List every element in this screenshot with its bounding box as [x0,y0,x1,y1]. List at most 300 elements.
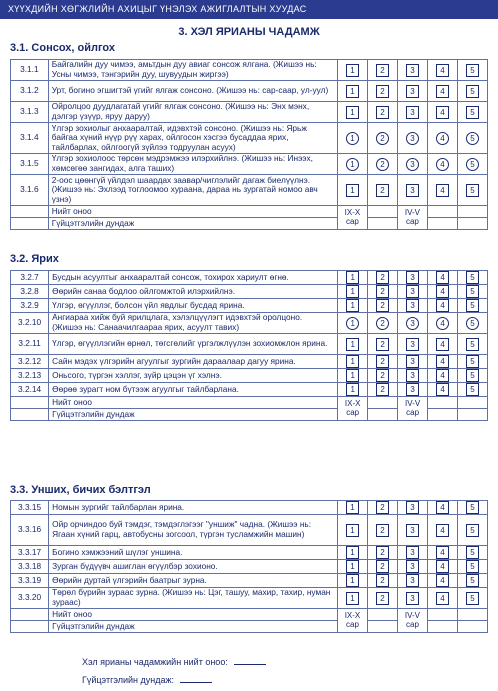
score-cell [398,285,428,299]
average-value-2[interactable] [427,218,457,230]
score-option-5[interactable]: 5 [466,338,479,351]
score-option-5[interactable]: 5 [466,546,479,559]
empty-cell [11,609,49,621]
score-option-4[interactable]: 4 [436,158,449,171]
item-text: Зурган бүдүүвч ашиглан өгүүлбэр зохионо. [49,560,338,574]
score-option-3[interactable]: 3 [406,85,419,98]
score-option-1[interactable]: 1 [346,132,359,145]
score-option-1[interactable]: 1 [346,560,359,573]
period-1-unit: сар [346,619,359,629]
score-cell [457,175,487,206]
summary-total-blank[interactable] [234,664,266,665]
score-option-2[interactable]: 2 [376,592,389,605]
score-option-3[interactable]: 3 [406,338,419,351]
total-value-2[interactable] [428,397,458,409]
item-row [11,102,488,123]
period-2-unit: сар [406,619,419,629]
item-row [11,355,488,369]
score-option-2[interactable]: 2 [376,132,389,145]
item-text: Номын зургийг тайлбарлан ярина. [49,501,338,515]
score-option-1[interactable]: 1 [346,546,359,559]
score-option-2[interactable]: 2 [376,338,389,351]
score-cell [397,175,427,206]
score-option-1[interactable]: 1 [346,355,359,368]
score-cell [427,60,457,81]
average-label: Гүйцэтгэлийн дундаж [49,621,338,633]
score-option-4[interactable]: 4 [436,560,449,573]
period-1 [338,609,368,633]
item-number: 3.1.5 [11,154,49,175]
item-row [11,81,488,102]
item-row [11,560,488,574]
score-cell [368,271,398,285]
item-number: 3.3.20 [11,588,49,609]
item-number: 3.3.19 [11,574,49,588]
item-text: Үлгэр зохиолоос төрсөн мэдрэмжээ илэрхийлнэ. (Жишээ нь: Инээх, хөмсөгөө зангидах, алга таших) [48,154,337,175]
score-cell [427,175,457,206]
score-option-3[interactable]: 3 [406,106,419,119]
item-text: Өөрийн дуртай үлгэрийн баатрыг зурна. [49,574,338,588]
average-value-1[interactable] [367,218,397,230]
score-cell [458,355,488,369]
score-option-2[interactable]: 2 [376,85,389,98]
score-cell [367,588,397,609]
empty-cell [457,218,487,230]
score-cell [398,383,428,397]
total-value-2[interactable] [427,609,457,621]
score-option-3[interactable]: 3 [406,524,419,537]
summary-total [82,657,266,667]
score-cell [457,81,487,102]
score-cell [337,102,367,123]
score-option-4[interactable]: 4 [436,355,449,368]
empty-cell [457,609,487,621]
period-1-months: IX-X [344,611,361,620]
score-option-1[interactable]: 1 [346,524,359,537]
score-cell [338,299,368,313]
score-option-4[interactable]: 4 [436,338,449,351]
score-cell [457,123,487,154]
period-1-unit: сар [345,216,359,226]
empty-cell [11,409,49,421]
item-text: Өөрийн санаа бодлоо ойлгомжтой илэрхийлнэ. [49,285,338,299]
score-cell [397,102,427,123]
item-text: Үлгэр, өгүүллэг, болсон үйл явдлыг бусдад ярина. [49,299,338,313]
score-cell [398,313,428,334]
score-option-2[interactable]: 2 [376,106,389,119]
period-2-months: IV-V [404,208,420,217]
item-number: 3.2.11 [11,334,49,355]
score-option-3[interactable]: 3 [406,184,419,197]
period-2 [397,609,427,633]
period-2-unit: сар [405,216,419,226]
section-heading: 3.3. Унших, бичих бэлтгэл [10,484,151,496]
score-cell [397,515,427,546]
score-option-3[interactable]: 3 [406,158,419,171]
score-cell [457,501,487,515]
item-number: 3.1.3 [11,102,49,123]
score-option-3[interactable]: 3 [406,574,419,587]
score-option-1[interactable]: 1 [346,383,359,396]
item-row [11,154,488,175]
empty-cell [11,206,49,218]
empty-cell [458,397,488,409]
score-cell [427,574,457,588]
item-row [11,588,488,609]
item-text: Оньсого, түргэн хэллэг, зүйр цэцэн үг хэлнэ. [49,369,338,383]
item-number: 3.2.13 [11,369,49,383]
item-text: Төрөл бүрийн зураас зурна. (Жишээ нь: Цэг, ташуу, махир, тахир, нуман зураас) [49,588,338,609]
score-cell [338,369,368,383]
score-option-5[interactable]: 5 [466,299,479,312]
score-option-1[interactable]: 1 [346,106,359,119]
score-cell [398,271,428,285]
score-option-5[interactable]: 5 [466,369,479,382]
item-number: 3.2.8 [11,285,49,299]
score-option-4[interactable]: 4 [436,369,449,382]
page-title: 3. ХЭЛ ЯРИАНЫ ЧАДАМЖ [178,26,320,38]
section-heading: 3.2. Ярих [10,253,59,265]
score-option-3[interactable]: 3 [406,132,419,145]
score-cell [338,560,368,574]
score-option-5[interactable]: 5 [466,317,479,330]
score-cell [368,369,398,383]
score-option-1[interactable]: 1 [346,158,359,171]
score-option-3[interactable]: 3 [406,285,419,298]
period-2-months: IV-V [404,611,421,620]
score-option-5[interactable]: 5 [466,592,479,605]
score-option-4[interactable]: 4 [436,592,449,605]
item-row [11,515,488,546]
score-cell [457,102,487,123]
score-option-1[interactable]: 1 [346,184,359,197]
score-option-3[interactable]: 3 [406,317,419,330]
summary-total-label: Хэл ярианы чадамжийн нийт оноо: [82,657,228,667]
item-row [11,299,488,313]
score-cell [398,334,428,355]
score-cell [367,175,397,206]
score-option-2[interactable]: 2 [376,560,389,573]
average-label: Гүйцэтгэлийн дундаж [48,218,337,230]
score-option-5[interactable]: 5 [466,184,479,197]
item-row [11,574,488,588]
total-label: Нийт оноо [49,609,338,621]
item-row [11,369,488,383]
score-cell [427,501,457,515]
score-option-4[interactable]: 4 [436,271,449,284]
score-cell [458,271,488,285]
score-option-1[interactable]: 1 [346,501,359,514]
score-cell [398,299,428,313]
average-value-2[interactable] [427,621,457,633]
score-cell [367,501,397,515]
score-option-5[interactable]: 5 [466,560,479,573]
period-1-unit: сар [346,407,360,417]
item-text: 2-оос цөөнгүй үйлдэл шаардах заавар/чиглэлийг дагаж биелүүлнэ. (Жишээ нь: Эхлээд тоглоомоо хураана, дараа нь зургатай номоо авч үзнэ) [48,175,337,206]
score-cell [367,515,397,546]
score-cell [427,546,457,560]
score-option-3[interactable]: 3 [406,355,419,368]
total-label: Нийт оноо [48,206,337,218]
score-cell [338,383,368,397]
period-1 [338,397,368,421]
score-option-2[interactable]: 2 [376,299,389,312]
period-1-months: IX-X [344,399,361,408]
score-option-5[interactable]: 5 [466,158,479,171]
item-text: Үлгэр, өгүүллэгийн өрнөл, төгсгөлийг үргэлжлүүлэн зохиомжлон ярина. [49,334,338,355]
score-option-3[interactable]: 3 [406,271,419,284]
item-row [11,313,488,334]
score-option-5[interactable]: 5 [466,501,479,514]
score-option-3[interactable]: 3 [406,546,419,559]
summary-avg-blank[interactable] [180,682,212,683]
empty-cell [458,409,488,421]
score-cell [428,271,458,285]
score-option-5[interactable]: 5 [466,383,479,396]
score-cell [428,313,458,334]
score-cell [458,285,488,299]
score-cell [338,271,368,285]
score-option-4[interactable]: 4 [436,574,449,587]
score-option-3[interactable]: 3 [406,369,419,382]
score-cell [397,501,427,515]
score-cell [457,515,487,546]
item-number: 3.2.12 [11,355,49,369]
score-option-1[interactable]: 1 [346,85,359,98]
score-cell [338,588,368,609]
score-option-4[interactable]: 4 [436,64,449,77]
score-cell [458,383,488,397]
empty-cell [11,397,49,409]
score-cell [427,588,457,609]
score-option-5[interactable]: 5 [466,132,479,145]
score-cell [397,574,427,588]
score-option-3[interactable]: 3 [406,560,419,573]
score-cell [398,355,428,369]
score-cell [427,102,457,123]
score-option-4[interactable]: 4 [436,383,449,396]
empty-cell [11,621,49,633]
score-option-3[interactable]: 3 [406,501,419,514]
total-value-1[interactable] [368,397,398,409]
score-option-5[interactable]: 5 [466,64,479,77]
score-cell [367,81,397,102]
score-option-2[interactable]: 2 [376,184,389,197]
total-row [11,206,488,218]
average-value-2[interactable] [428,409,458,421]
total-row [11,397,488,409]
score-cell [367,560,397,574]
item-text: Байгалийн дуу чимээ, амьтдын дуу авиаг сонсож ялгана. (Жишээ нь: Усны чимээ, тэнгэрийн дуу, шувуудын жиргээ) [48,60,337,81]
section-table [10,500,488,633]
item-text: Ангиараа хийж буй ярилцлага, хэлэлцүүлэгт идэвхтэй оролцоно. (Жишээ нь: Санаачилгаараа ярих, асуулт тавих) [49,313,338,334]
score-option-2[interactable]: 2 [376,285,389,298]
period-2-unit: сар [406,407,420,417]
item-row [11,383,488,397]
score-option-4[interactable]: 4 [436,285,449,298]
average-label: Гүйцэтгэлийн дундаж [49,409,338,421]
score-cell [397,588,427,609]
total-value-1[interactable] [367,206,397,218]
score-cell [338,355,368,369]
score-cell [428,383,458,397]
item-text: Өөрөө зурагт ном бүтээж агуулгыг тайлбарлана. [49,383,338,397]
total-value-2[interactable] [427,206,457,218]
empty-cell [11,218,49,230]
score-cell [367,123,397,154]
score-cell [338,313,368,334]
item-row [11,271,488,285]
score-option-1[interactable]: 1 [346,592,359,605]
score-cell [368,334,398,355]
item-number: 3.2.10 [11,313,49,334]
item-number: 3.3.15 [11,501,49,515]
score-option-4[interactable]: 4 [436,501,449,514]
score-option-1[interactable]: 1 [346,317,359,330]
item-row [11,60,488,81]
section-table [10,270,488,421]
item-number: 3.3.16 [11,515,49,546]
score-cell [457,60,487,81]
item-number: 3.3.18 [11,560,49,574]
page-header: ХҮҮХДИЙН ХӨГЖЛИЙН АХИЦЫГ ҮНЭЛЭХ АЖИГЛАЛТЫН ХУУДАС [0,0,498,19]
score-option-5[interactable]: 5 [466,524,479,537]
score-option-1[interactable]: 1 [346,369,359,382]
score-option-4[interactable]: 4 [436,106,449,119]
score-option-1[interactable]: 1 [346,338,359,351]
score-option-2[interactable]: 2 [376,501,389,514]
score-option-4[interactable]: 4 [436,184,449,197]
item-row [11,285,488,299]
score-cell [367,102,397,123]
score-cell [397,60,427,81]
score-option-4[interactable]: 4 [436,546,449,559]
item-text: Үлгэр зохиолыг анхааралтай, идэвхтэй сонсоно. (Жишээ нь: Ярьж байгаа хүний нүүр рүү харах, ойлгосон хэсгээ бусаддаа ярих, тайлбарлах, ойлгоогүй зүйлээ тодруулан асуух) [48,123,337,154]
item-text: Урт, богино эгшигтэй үгийг ялгаж сонсоно. (Жишээ нь: сар-саар, ул-уул) [48,81,337,102]
score-cell [398,369,428,383]
score-cell [457,560,487,574]
score-cell [338,574,368,588]
score-cell [368,313,398,334]
score-option-4[interactable]: 4 [436,524,449,537]
score-option-3[interactable]: 3 [406,592,419,605]
score-option-2[interactable]: 2 [376,317,389,330]
score-option-5[interactable]: 5 [466,271,479,284]
score-cell [427,515,457,546]
score-cell [367,60,397,81]
score-option-3[interactable]: 3 [406,64,419,77]
score-option-2[interactable]: 2 [376,158,389,171]
score-cell [428,355,458,369]
score-option-5[interactable]: 5 [466,85,479,98]
score-option-4[interactable]: 4 [436,317,449,330]
score-option-5[interactable]: 5 [466,285,479,298]
section-heading: 3.1. Сонсох, ойлгох [10,42,115,54]
item-number: 3.2.14 [11,383,49,397]
period-1-months: IX-X [344,208,361,217]
score-option-2[interactable]: 2 [376,383,389,396]
score-cell [428,299,458,313]
score-cell [397,546,427,560]
score-cell [368,285,398,299]
item-number: 3.1.1 [11,60,49,81]
item-number: 3.2.7 [11,271,49,285]
score-cell [458,299,488,313]
item-number: 3.1.4 [11,123,49,154]
item-text: Сайн мэдэх үлгэрийн агуулгыг зургийн дараалаар дагуу ярина. [49,355,338,369]
score-option-2[interactable]: 2 [376,574,389,587]
total-row [11,609,488,621]
score-option-2[interactable]: 2 [376,271,389,284]
score-cell [397,560,427,574]
period-1 [337,206,367,230]
score-option-3[interactable]: 3 [406,299,419,312]
score-option-2[interactable]: 2 [376,369,389,382]
score-cell [457,154,487,175]
score-option-1[interactable]: 1 [346,574,359,587]
summary-average [82,675,212,685]
total-value-1[interactable] [367,609,397,621]
item-number: 3.1.2 [11,81,49,102]
score-option-1[interactable]: 1 [346,299,359,312]
item-number: 3.3.17 [11,546,49,560]
score-cell [337,175,367,206]
item-text: Ойр орчиндоо буй тэмдэг, тэмдэглэгээг "уншиж" чадна. (Жишээ нь: Ягаан хүний гарц, автобусны зогсоол, түргэн тусламжийн машин) [49,515,338,546]
period-2 [398,397,428,421]
score-cell [457,588,487,609]
empty-cell [457,206,487,218]
score-option-2[interactable]: 2 [376,64,389,77]
score-cell [428,334,458,355]
score-cell [367,546,397,560]
score-option-1[interactable]: 1 [346,285,359,298]
score-cell [367,574,397,588]
total-label: Нийт оноо [49,397,338,409]
period-2 [397,206,427,230]
empty-cell [457,621,487,633]
average-value-1[interactable] [367,621,397,633]
score-option-2[interactable]: 2 [376,524,389,537]
item-row [11,175,488,206]
item-text: Богино хэмжээний шүлэг уншина. [49,546,338,560]
score-cell [338,334,368,355]
score-cell [367,154,397,175]
score-cell [458,334,488,355]
score-option-5[interactable]: 5 [466,574,479,587]
score-cell [338,501,368,515]
item-row [11,501,488,515]
score-option-1[interactable]: 1 [346,271,359,284]
score-cell [368,299,398,313]
score-cell [457,574,487,588]
score-option-4[interactable]: 4 [436,132,449,145]
summary-avg-label: Гүйцэтгэлийн дундаж: [82,675,175,685]
average-value-1[interactable] [368,409,398,421]
item-row [11,546,488,560]
score-option-4[interactable]: 4 [436,85,449,98]
score-cell [368,355,398,369]
score-option-5[interactable]: 5 [466,106,479,119]
score-cell [337,81,367,102]
score-option-2[interactable]: 2 [376,546,389,559]
score-option-1[interactable]: 1 [346,64,359,77]
score-option-3[interactable]: 3 [406,383,419,396]
score-cell [397,81,427,102]
score-option-4[interactable]: 4 [436,299,449,312]
score-option-5[interactable]: 5 [466,355,479,368]
item-row [11,334,488,355]
score-option-2[interactable]: 2 [376,355,389,368]
